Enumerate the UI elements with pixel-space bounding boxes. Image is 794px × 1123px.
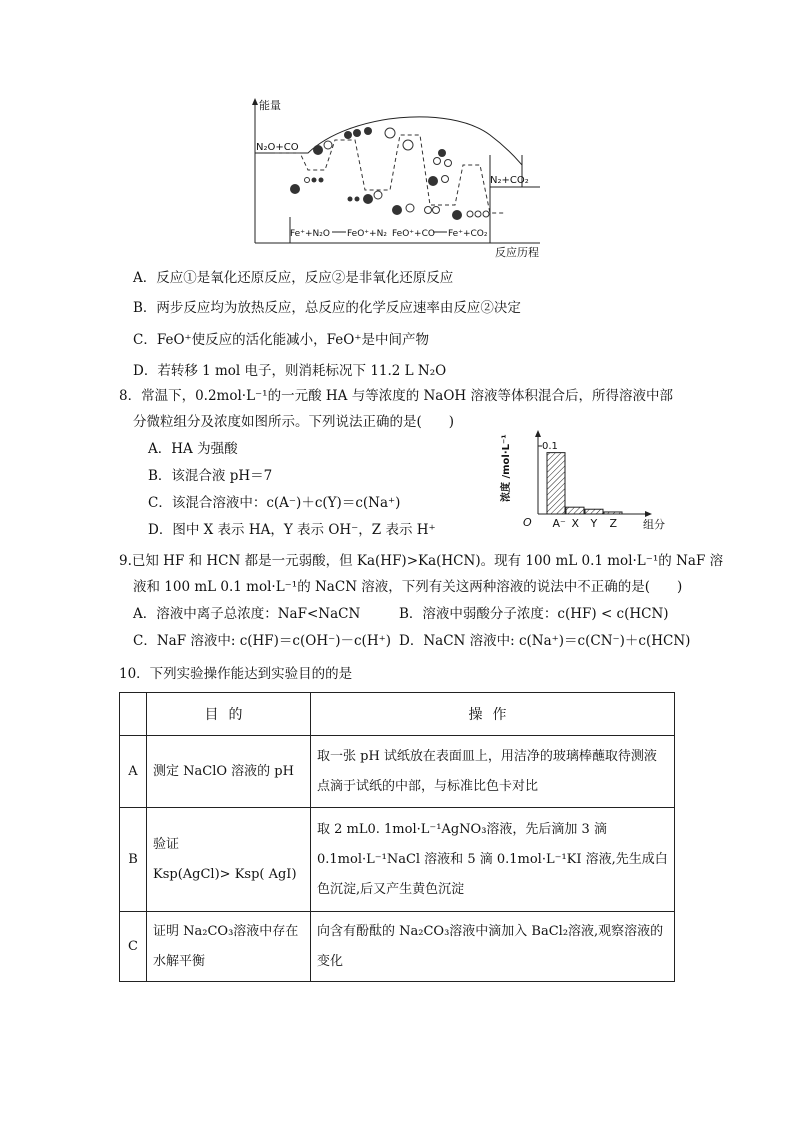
table-header-row — [120, 693, 675, 736]
y-axis-label: 能量 — [259, 99, 281, 112]
q8-option-d: D．图中 X 表示 HA，Y 表示 OH⁻，Z 表示 H⁺ — [148, 522, 436, 538]
table-row — [120, 912, 675, 982]
row-key: B — [120, 808, 147, 912]
header-purpose: 目的 — [147, 693, 311, 736]
fe-ion-circle — [290, 184, 300, 194]
step-label-1: Fe⁺+N₂O — [290, 229, 330, 239]
bar-0 — [547, 453, 565, 514]
bar-2 — [585, 509, 603, 514]
x-axis-title: 组分 — [643, 518, 665, 531]
step-label-3: FeO⁺+CO — [392, 229, 435, 239]
row-purpose: 测定 NaClO 溶液的 pH — [147, 736, 311, 808]
bar-1 — [566, 507, 584, 514]
q9-option-a: A．溶液中离子总浓度：NaF<NaCN — [133, 606, 361, 622]
table-row — [120, 736, 675, 808]
q8-option-c: C．该混合溶液中：c(A⁻)＋c(Y)＝c(Na⁺) — [148, 495, 401, 511]
q8-concentration-chart — [493, 430, 673, 538]
bar-3 — [604, 512, 622, 514]
origin-label: O — [523, 516, 532, 529]
q7-option-c: C．FeO⁺使反应的活化能减小，FeO⁺是中间产物 — [133, 332, 429, 348]
q9-option-b: B．溶液中弱酸分子浓度：c(HF) < c(HCN) — [399, 606, 669, 622]
q8-option-a: A．HA 为强酸 — [148, 441, 238, 457]
y-axis-title: 浓度 /mol·L⁻¹ — [501, 434, 512, 502]
row-key: A — [120, 736, 147, 808]
q9-option-c: C．NaF 溶液中: c(HF)＝c(OH⁻)－c(H⁺) — [133, 633, 391, 649]
energy-diagram — [250, 95, 550, 260]
y-tick-label: 0.1 — [542, 441, 558, 452]
step-label-4: Fe⁺+CO₂ — [448, 229, 488, 239]
q9-stem-line2: 液和 100 mL 0.1 mol·L⁻¹的 NaCN 溶液，下列有关这两种溶液的说法中不正确的是( ) — [133, 579, 683, 595]
row-purpose — [147, 808, 311, 912]
header-operation: 操作 — [311, 693, 675, 736]
q7-option-b: B．两步反应均为放热反应，总反应的化学反应速率由反应②决定 — [133, 300, 521, 316]
category-label-0: A⁻ — [552, 517, 566, 530]
row-operation: 取一张 pH 试纸放在表面皿上，用洁净的玻璃棒蘸取待测液点滴于试纸的中部，与标准比色卡对比 — [311, 736, 675, 808]
table-row — [120, 808, 675, 912]
row-purpose-line1: 验证 — [153, 836, 180, 852]
category-label-2: Y — [590, 517, 598, 530]
row-purpose-line2: Ksp(AgCl)> Ksp( AgI) — [153, 866, 297, 882]
q10-stem: 10．下列实验操作能达到实验目的的是 — [119, 666, 353, 682]
products-label: N₂+CO₂ — [490, 175, 529, 186]
q8-stem-line1: 8．常温下，0.2mol·L⁻¹的一元酸 HA 与等浓度的 NaOH 溶液等体积混合后，所得溶液中部 — [119, 388, 673, 404]
q9-stem-line1: 9.已知 HF 和 HCN 都是一元弱酸，但 Ka(HF)>Ka(HCN)。现有 100 mL 0.1 mol·L⁻¹的 NaF 溶 — [119, 553, 724, 569]
row-purpose: 证明 Na₂CO₃溶液中存在水解平衡 — [147, 912, 311, 982]
row-operation: 向含有酚酞的 Na₂CO₃溶液中滴加入 BaCl₂溶液,观察溶液的变化 — [311, 912, 675, 982]
q9-option-d: D．NaCN 溶液中: c(Na⁺)＝c(CN⁻)＋c(HCN) — [399, 633, 691, 649]
row-operation: 取 2 mL0. 1mol·L⁻¹AgNO₃溶液，先后滴加 3 滴 0.1mol·L⁻¹NaCl 溶液和 5 滴 0.1mol·L⁻¹KI 溶液,先生成白色沉淀,后又产生黄色沉淀 — [311, 808, 675, 912]
q7-option-d: D．若转移 1 mol 电子，则消耗标况下 11.2 L N₂O — [133, 363, 447, 379]
reactants-label: N₂O+CO — [256, 142, 299, 153]
category-label-3: Z — [609, 517, 618, 530]
category-label-1: X — [571, 517, 580, 530]
q7-option-a: A．反应①是氧化还原反应，反应②是非氧化还原反应 — [133, 270, 454, 286]
q8-stem-line2: 分微粒组分及浓度如图所示。下列说法正确的是( ) — [133, 414, 455, 430]
x-axis-label: 反应历程 — [495, 246, 539, 259]
step-label-2: FeO⁺+N₂ — [347, 229, 387, 239]
q8-option-b: B．该混合液 pH＝7 — [148, 468, 273, 484]
experiment-table — [119, 692, 675, 982]
row-key: C — [120, 912, 147, 982]
